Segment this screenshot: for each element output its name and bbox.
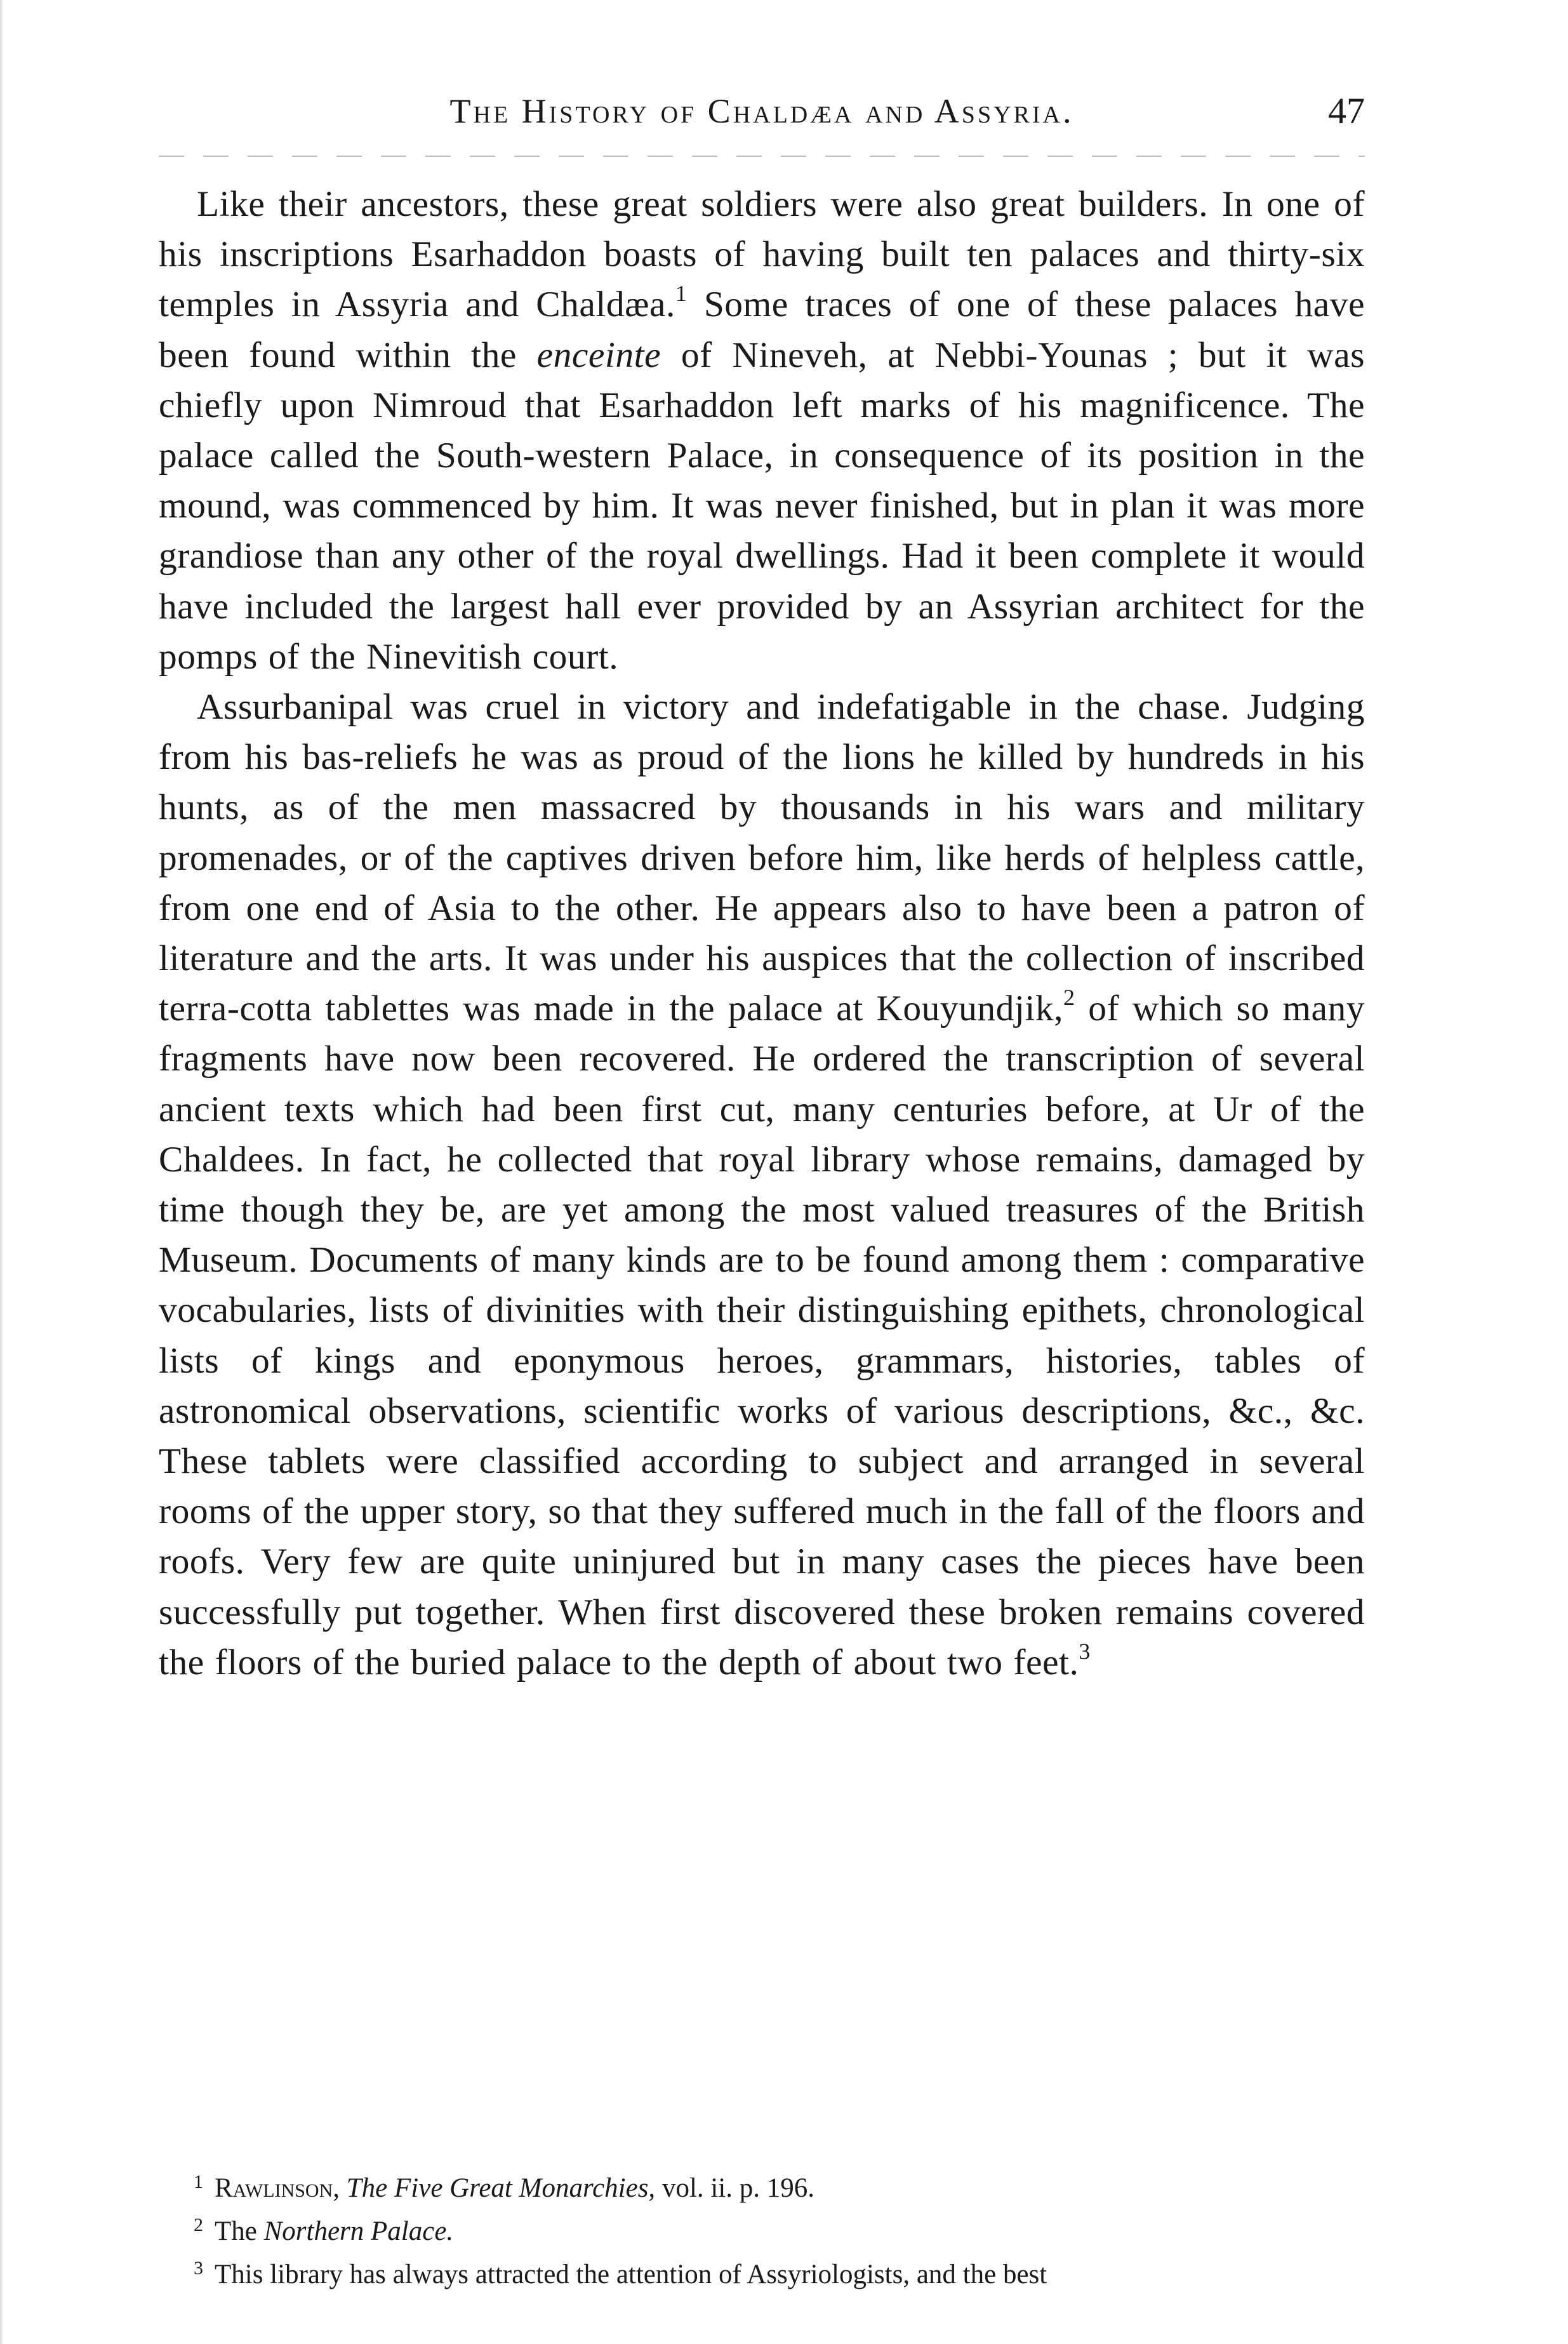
paragraph-assurbanipal <box>159 682 1365 1688</box>
footnote-reference: 2 <box>1063 985 1075 1011</box>
footnote-text: The <box>215 2216 264 2246</box>
italic-term: enceinte <box>536 335 661 375</box>
footnote-text: vol. ii. p. 196. <box>655 2173 815 2203</box>
footnote-reference: 3 <box>1079 1638 1091 1664</box>
footnote-text: This library has always attracted the attention of Assyriologists, and the best <box>215 2260 1047 2289</box>
paragraph-text: of Nineveh, at Nebbi-Younas ; but it was chiefly upon Nimroud that Esarhaddon left marks of his magnificence. The palace called the South-western Palace, in consequence of its position in the mound, was commenced by him. It was never finished, but in plan it was more grandiose than any other of the royal dwellings. Had it been complete it would have included the largest hall ever provided by an Assyrian architect for the pomps of the Ninevitish court. <box>159 335 1365 677</box>
footnote-3 <box>159 2254 1365 2298</box>
footnote-1 <box>159 2168 1365 2211</box>
footnote-marker: 1 <box>194 2171 203 2192</box>
running-head: The History of Chaldæa and Assyria. <box>449 92 1074 130</box>
footnote-author: Rawlinson, <box>215 2173 340 2203</box>
footnote-reference: 1 <box>675 281 688 307</box>
footnote-2 <box>159 2211 1365 2254</box>
footnote-title: Northern Palace. <box>263 2216 454 2246</box>
paragraph-esarhaddon <box>159 179 1365 682</box>
body-text <box>159 179 1365 1688</box>
page-number: 47 <box>1328 90 1365 131</box>
paragraph-text: of which so many fragments have now been recovered. He ordered the transcription of several ancient texts which had been first cut, many centuries before, at Ur of the Chaldees. In fact, he collected that royal library whose remains, damaged by time though they be, are yet among the most valued treasures of the British Museum. Documents of many kinds are to be found among them : comparative vocabularies, lists of divinities with their distinguishing epithets, chronological lists of kings and eponymous heroes, grammars, histories, tables of astronomical observations, scientific works of various descriptions, &c., &c. These tablets were classified according to subject and arranged in several rooms of the upper story, so that they suffered much in the fall of the floors and roofs. Very few are quite uninjured but in many cases the pieces have been successfully put together. When first discovered these broken remains covered the floors of the buried palace to the depth of about two feet. <box>159 989 1365 1682</box>
footnotes <box>159 2168 1365 2298</box>
page-header <box>159 83 1365 140</box>
footnote-title: The Five Great Monarchies, <box>346 2173 656 2203</box>
paragraph-text: Like their ancestors, these great soldiers were also great builders. In one of his inscriptions Esarhaddon boasts of having built ten palaces and thirty-six temples in Assyria and Chaldæa. <box>159 184 1365 325</box>
header-rule <box>159 156 1365 157</box>
page-edge <box>0 0 4 2344</box>
footnote-marker: 2 <box>194 2214 203 2235</box>
paragraph-text: Assurbanipal was cruel in victory and indefatigable in the chase. Judging from his bas-reliefs he was as proud of the lions he killed by hundreds in his hunts, as of the men massacred by thousands in his wars and military promenades, or of the captives driven before him, like herds of helpless cattle, from one end of Asia to the other. He appears also to have been a patron of literature and the arts. It was under his auspices that the collection of inscribed terra-cotta tablettes was made in the palace at Kouyundjik, <box>159 687 1365 1029</box>
footnote-marker: 3 <box>194 2258 203 2279</box>
paragraph-text: Some traces of one of these palaces have been found within the <box>159 284 1365 375</box>
